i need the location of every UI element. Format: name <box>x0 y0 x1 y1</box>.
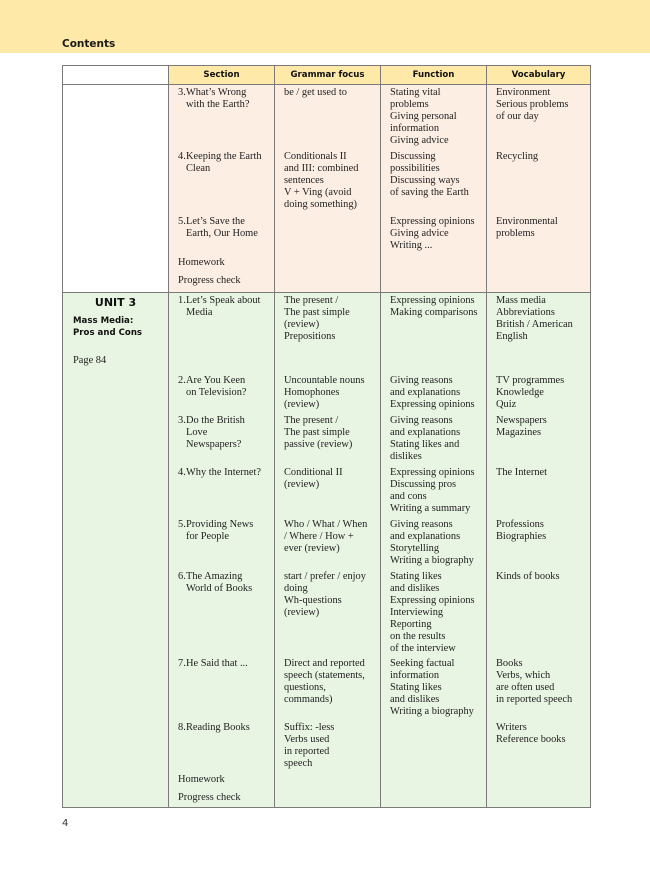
list-item: 3. What’s Wrong with the Earth? <box>178 87 250 110</box>
unit-page-ref: Page 84 <box>73 355 107 366</box>
column-header-grammar: Grammar focus <box>275 66 381 85</box>
unit2-row <box>63 85 591 293</box>
list-item: 6. The Amazing World of Books <box>178 571 253 594</box>
unit2-label-cell <box>63 85 169 293</box>
unit-title: UNIT 3 <box>94 296 137 309</box>
unit3-function-cell: Expressing opinions Making comparisons Giving reasons and explanations Expressing opinions Giving reasons and explanations Stating likes and dislikes Expressing opinions Discussing pros and cons Writing a summary Giving reasons and explanations Storytelling Writing a biography Stating likes and dislikes Expressing opinions Interviewing Reporting on the results of the interview Seeking factual information Stating likes and dislikes Writing a biography <box>381 293 487 808</box>
list-item: 2. Are You Keen on Television? <box>178 375 247 398</box>
list-item: 4. Keeping the Earth Clean <box>178 151 262 174</box>
unit3-label-cell <box>63 293 169 808</box>
column-header-vocabulary: Vocabulary <box>487 66 591 85</box>
unit2-section-cell <box>169 85 275 293</box>
list-item: 5. Let’s Save the Earth, Our Home <box>178 216 258 239</box>
column-header-section: Section <box>169 66 275 85</box>
unit2-grammar-cell: be / get used to Conditionals II and III: combined sentences V + Ving (avoid doing something) <box>275 85 381 293</box>
unit2-function-cell: Stating vital problems Giving personal information Giving advice Discussing possibilities Discussing ways of saving the Earth Expressing opinions Giving advice Writing ... <box>381 85 487 293</box>
list-item: 5. Providing News for People <box>178 519 254 542</box>
header-band <box>0 0 650 53</box>
list-item: 7. He Said that ... <box>178 658 248 669</box>
header-blank-cell <box>63 66 169 85</box>
unit3-grammar-cell: The present / The past simple (review) Prepositions Uncountable nouns Homophones (review) The present / The past simple passive (review) Conditional II (review) Who / What / When / Where / How + ever (review) start / prefer / enjoy doing Wh-questions (review) Direct and reported speech (statements, questions, commands) Suffix: -less Verbs used in reported speech <box>275 293 381 808</box>
unit3-row <box>63 293 591 808</box>
list-item: 8. Reading Books <box>178 722 250 733</box>
unit2-vocabulary-cell: Environment Serious problems of our day Recycling Environmental problems <box>487 85 591 293</box>
homework-label: Homework <box>178 257 225 268</box>
unit3-section-cell <box>169 293 275 808</box>
progress-check-label: Progress check <box>178 792 241 803</box>
column-header-function: Function <box>381 66 487 85</box>
homework-label: Homework <box>178 774 225 785</box>
list-item: 1. Let’s Speak about Media <box>178 295 261 318</box>
contents-table <box>62 65 591 808</box>
unit3-vocabulary-cell: Mass media Abbreviations British / American English TV programmes Knowledge Quiz Newspapers Magazines The Internet Professions Biographies Kinds of books Books Verbs, which are often used in reported speech Writers Reference books <box>487 293 591 808</box>
list-item: 3. Do the British Love Newspapers? <box>178 415 245 450</box>
page-number: 4 <box>62 818 69 829</box>
table-header-row <box>63 66 591 85</box>
page-title: Contents <box>62 38 116 50</box>
progress-check-label: Progress check <box>178 275 241 286</box>
unit-subtitle: Mass Media: Pros and Cons <box>73 316 143 338</box>
list-item: 4. Why the Internet? <box>178 467 262 478</box>
